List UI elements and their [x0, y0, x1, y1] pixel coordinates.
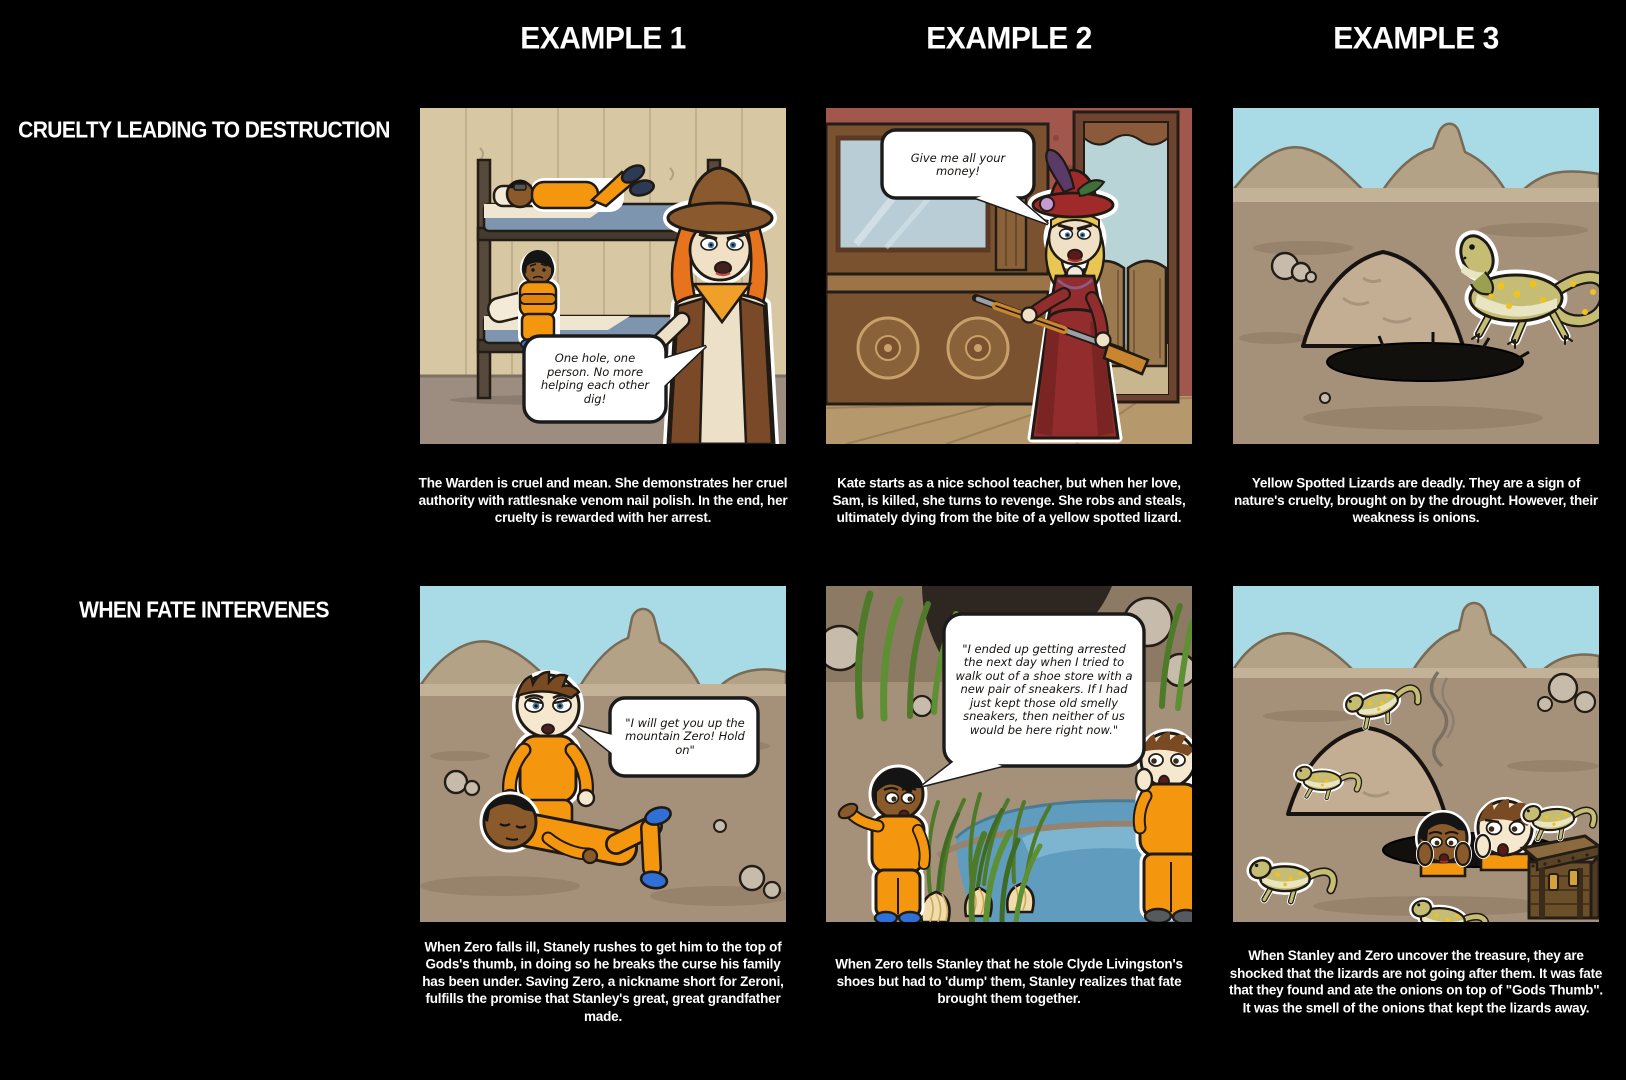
stanley-partial — [1136, 732, 1192, 922]
panel-illustration-lizard-desert — [1233, 108, 1599, 444]
row-label-fate: WHEN FATE INTERVENES — [79, 598, 329, 623]
hole — [1327, 343, 1523, 381]
panel-stanley-carrying-zero — [420, 586, 786, 922]
column-header-example-1: EXAMPLE 1 — [520, 20, 686, 56]
caption-r1c3: Yellow Spotted Lizards are deadly. They are a sign of nature's cruelty, brought on by the drought. However, their weakness is onions. — [1234, 475, 1598, 526]
caption-r2c1: When Zero falls ill, Stanely rushes to get him to the top of Gods's thumb, in doing so he breaks the curse his family has been under. Saving Zero, a nickname short for Zeroni, fulfills the promise that Stanley's great, great grandfather made. — [422, 938, 784, 1024]
stanley-hand — [1136, 769, 1152, 791]
panel-kate-saloon — [826, 108, 1192, 444]
horizon-band — [1233, 188, 1599, 204]
column-header-example-2: EXAMPLE 2 — [926, 20, 1092, 56]
chest-latch — [1549, 874, 1558, 890]
speech-text: One hole, one person. No more helping each other dig! — [540, 351, 650, 406]
row-label-cruelty: CRUELTY LEADING TO DESTRUCTION — [18, 118, 390, 143]
panel-treasure-lizards — [1233, 586, 1599, 922]
caption-r2c2: When Zero tells Stanley that he stole Clyde Livingston's shoes but had to 'dump' them, Stanley realizes that fate brought them together. — [835, 956, 1183, 1007]
panel-zero-confession-pond — [826, 586, 1192, 922]
treasure-chest — [1523, 836, 1599, 918]
caption-r2c3: When Stanley and Zero uncover the treasure, they are shocked that the lizards are not going after them. It was fate that they found and ate the onions on top of "Gods Thumb". It was the smell of the onions that kept the lizards away. — [1229, 947, 1603, 1016]
kate-hand — [1022, 308, 1037, 323]
panel-illustration-treasure — [1233, 586, 1599, 922]
speech-text: Give me all your money! — [910, 150, 1006, 178]
stanley-pants — [1144, 854, 1192, 916]
caption-r1c1: The Warden is cruel and mean. She demonstrates her cruel authority with rattlesnake venom nail polish. In the end, her cruelty is rewarded with her arrest. — [418, 475, 788, 526]
speech-text: "I will get you up the mountain Zero! Hold on" — [625, 715, 745, 757]
caption-r1c2: Kate starts as a nice school teacher, but when her love, Sam, is killed, she turns to revenge. She robs and steals, ultimately dying from the bite of a yellow spotted lizard. — [832, 475, 1186, 526]
column-header-example-3: EXAMPLE 3 — [1333, 20, 1499, 56]
stanley-shoes — [1145, 909, 1171, 922]
stanley-hand — [1476, 835, 1490, 857]
zero-shoes — [875, 912, 897, 922]
speech-text: "I ended up getting arrested the next day when I tried to walk out of a shoe store with a new pair of sneakers. If I had just kept those old smelly sneakers, then neither of us would be here right now." — [955, 641, 1133, 737]
panel-lizard-desert — [1233, 108, 1599, 444]
boy-sitting-bottom-bunk — [518, 250, 560, 349]
hat-bow — [1040, 197, 1054, 211]
panel-warden-bunk-room — [420, 108, 786, 444]
zero-peeking — [1418, 813, 1470, 876]
